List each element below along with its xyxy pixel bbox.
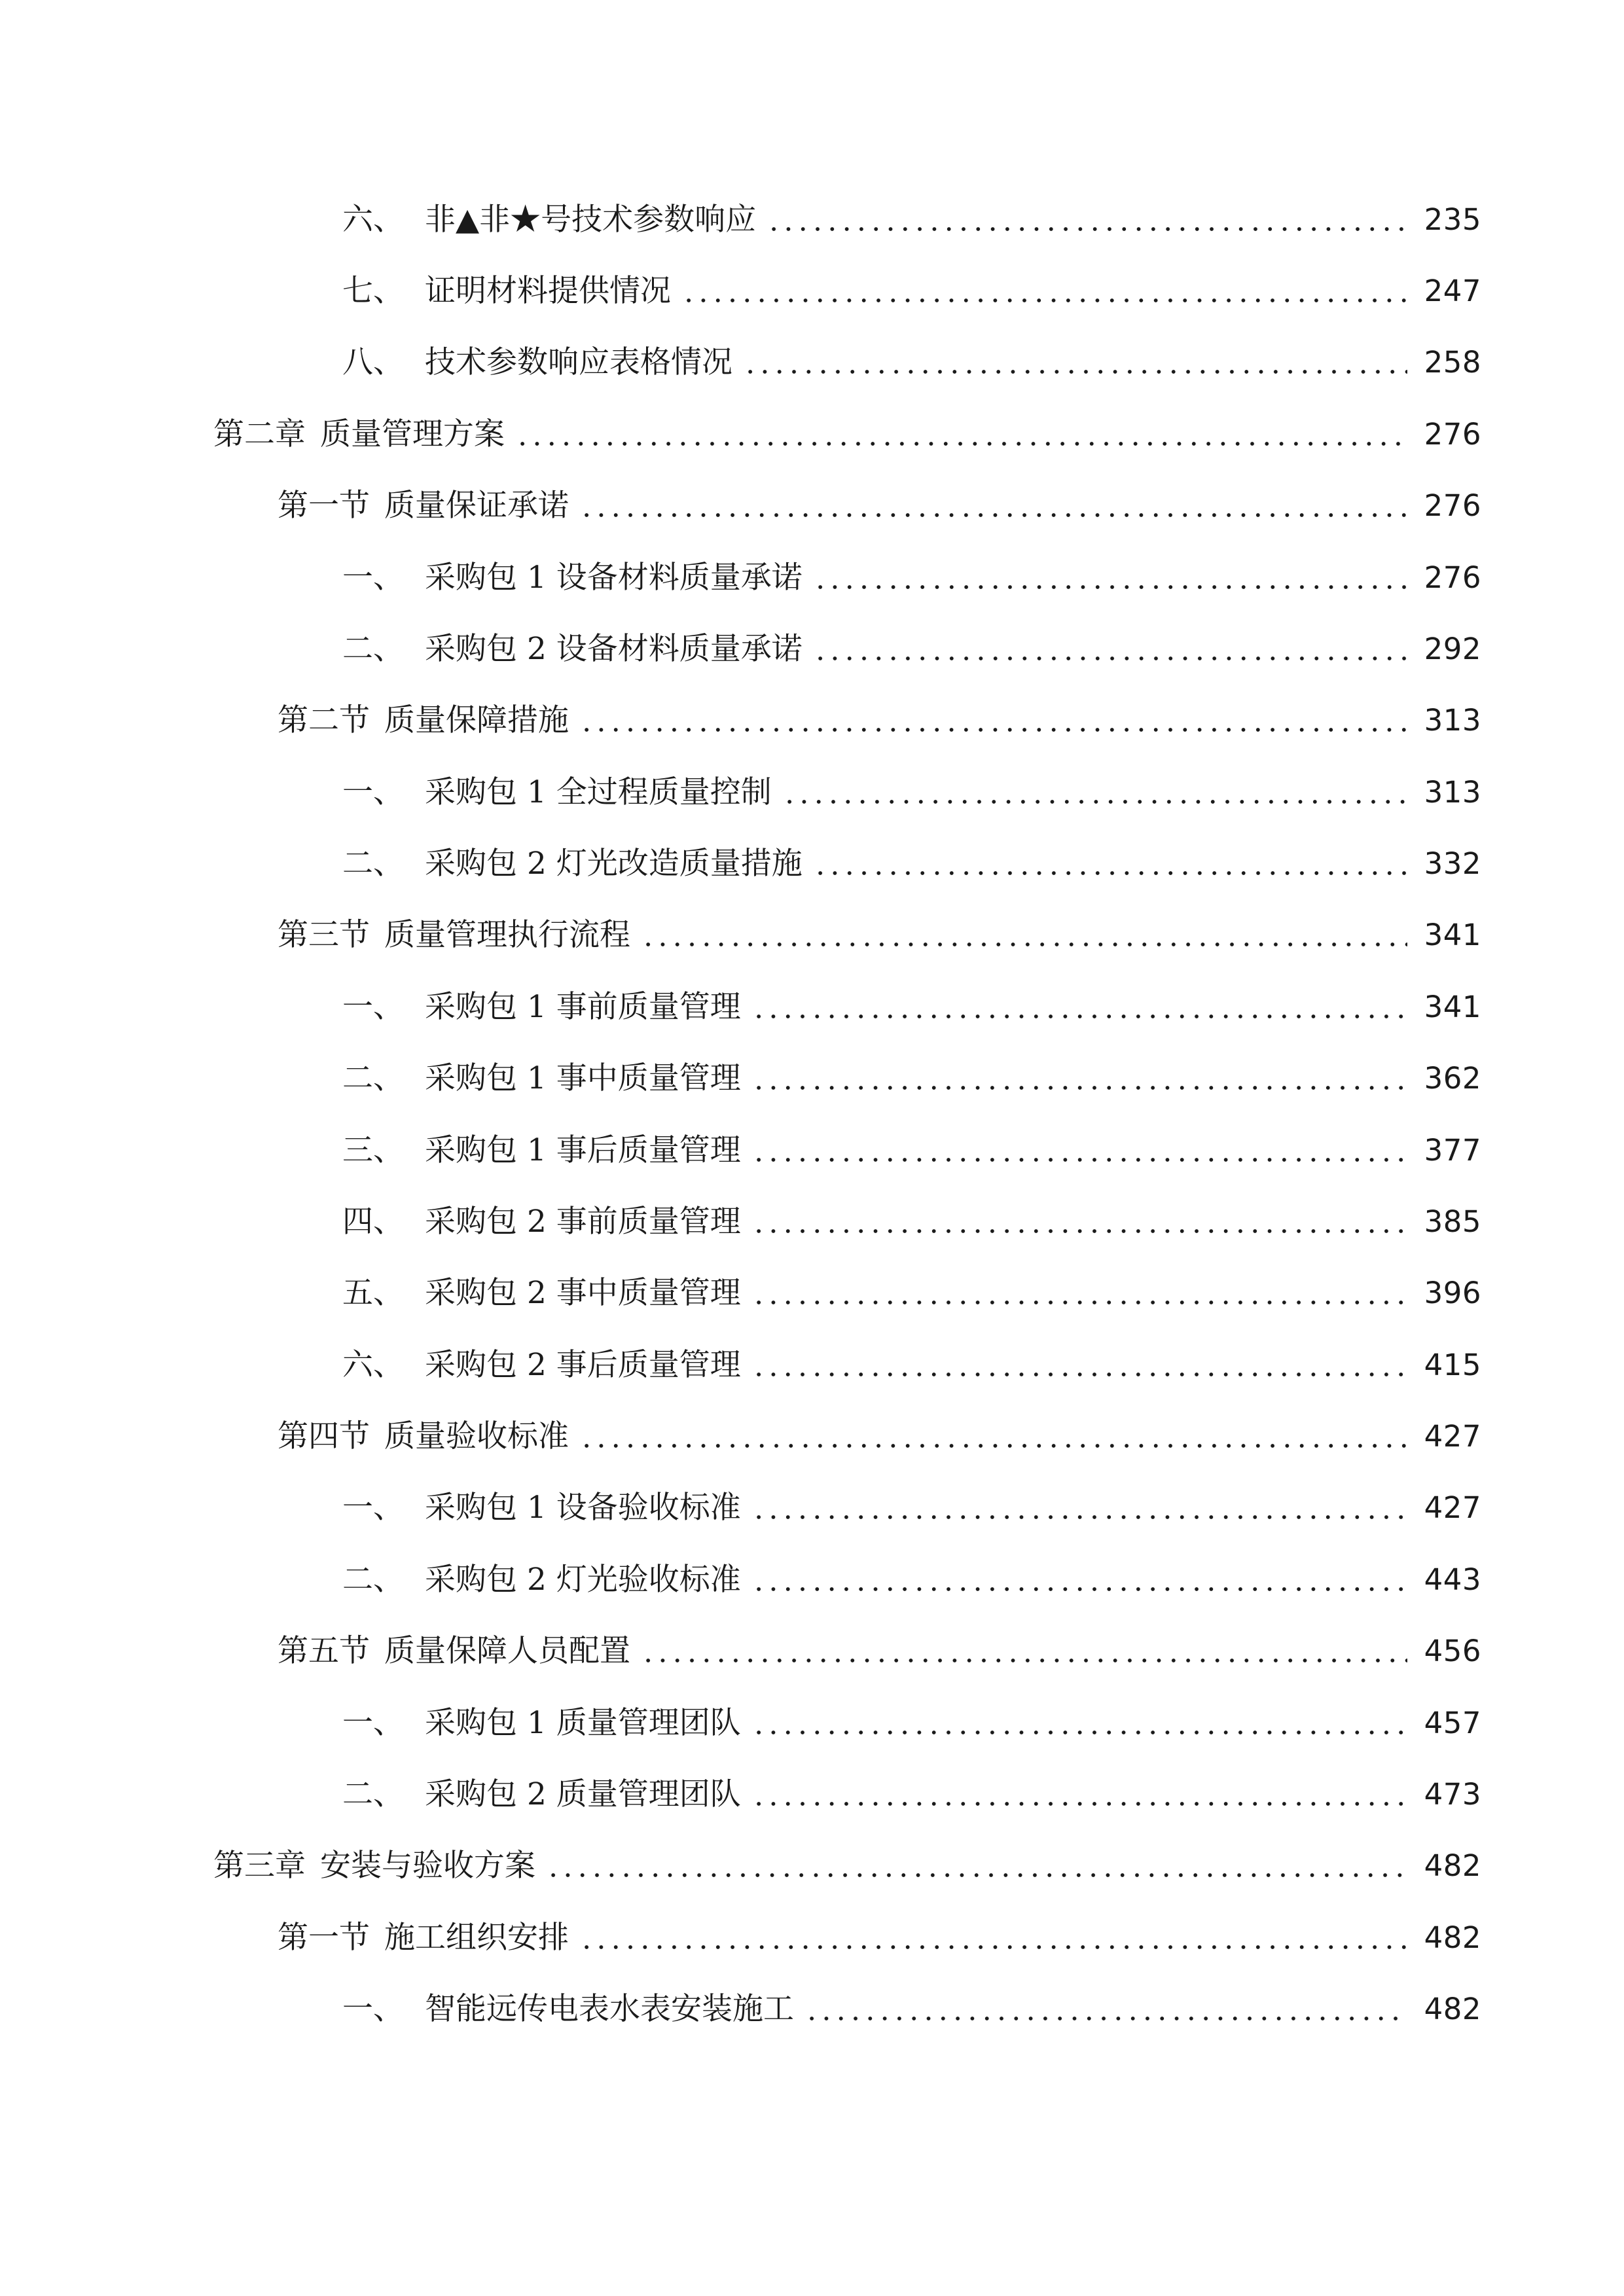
toc-entry-title: 采购包 2 事中质量管理 [425,1275,741,1311]
toc-entry-title: 质量保障措施 [384,702,569,738]
toc-entry-number: 第二章 [213,416,306,452]
dot-leader [751,1209,1407,1235]
toc-entry-page: 332 [1424,846,1481,881]
toc-entry[interactable] [342,1052,1481,1105]
toc-entry[interactable] [342,265,1481,317]
toc-entry[interactable] [342,838,1481,890]
toc-entry-number: 二、 [342,1060,404,1096]
toc-entry-page: 276 [1424,417,1481,452]
toc-entry-title: 质量保障人员配置 [384,1633,630,1669]
dot-leader [751,1352,1407,1378]
dot-leader [751,1567,1407,1593]
toc-entry-number: 一、 [342,1705,404,1741]
toc-entry-title: 质量验收标准 [384,1418,569,1454]
toc-entry-number: 一、 [342,560,404,596]
toc-entry-title: 质量管理执行流程 [384,917,630,953]
toc-entry-title: 采购包 1 设备验收标准 [425,1490,741,1526]
toc-entry-number: 第二节 [278,702,370,738]
toc-entry[interactable] [278,909,1481,961]
dot-leader [751,1066,1407,1092]
dot-leader [751,1280,1407,1306]
toc-entry-title: 采购包 2 设备材料质量承诺 [425,631,803,667]
toc-entry[interactable] [342,1124,1481,1177]
toc-entry[interactable] [342,1482,1481,1534]
dot-leader [767,207,1407,233]
dot-leader [751,1710,1407,1736]
dot-leader [579,493,1407,519]
toc-entry-title: 采购包 2 灯光改造质量措施 [425,846,803,882]
toc-entry-number: 一、 [342,1490,404,1526]
dot-leader [641,922,1407,948]
toc-entry-title: 采购包 1 事后质量管理 [425,1132,741,1168]
dot-leader [751,1495,1407,1521]
toc-entry-title: 采购包 2 事后质量管理 [425,1347,741,1383]
toc-entry-title: 非▲非★号技术参数响应 [425,202,757,238]
toc-entry[interactable] [278,1912,1481,1964]
toc-entry-page: 313 [1424,703,1481,738]
dot-leader [641,1638,1407,1664]
toc-entry-title: 技术参数响应表格情况 [425,344,732,380]
toc-entry-page: 235 [1424,202,1481,237]
toc-entry-number: 七、 [342,273,404,309]
toc-entry[interactable] [342,336,1481,389]
toc-entry[interactable] [213,1840,1481,1892]
toc-entry-title: 采购包 1 全过程质量控制 [425,774,772,810]
toc-entry[interactable] [278,480,1481,532]
toc-entry-number: 三、 [342,1132,404,1168]
toc-entry-page: 427 [1424,1419,1481,1454]
toc-entry-number: 六、 [342,1347,404,1383]
toc-entry-number: 二、 [342,631,404,667]
toc-entry-number: 第五节 [278,1633,370,1669]
toc-entry-number: 六、 [342,202,404,238]
toc-entry-title: 采购包 2 事前质量管理 [425,1204,741,1240]
toc-entry[interactable] [342,766,1481,819]
toc-entry-title: 质量保证承诺 [384,488,569,524]
dot-leader [579,1925,1407,1951]
toc-entry-page: 415 [1424,1348,1481,1382]
toc-entry-page: 258 [1424,345,1481,380]
toc-entry-number: 第三章 [213,1848,306,1884]
toc-entry[interactable] [342,1554,1481,1606]
toc-entry[interactable] [342,1697,1481,1749]
toc-entry-title: 智能远传电表水表安装施工 [425,1991,794,2027]
toc-entry-title: 施工组织安排 [384,1920,569,1956]
toc-entry[interactable] [342,1768,1481,1821]
toc-entry-page: 292 [1424,632,1481,666]
dot-leader [681,278,1407,304]
toc-entry-number: 第一节 [278,1920,370,1956]
toc-entry[interactable] [213,408,1481,461]
dot-leader [546,1853,1407,1879]
toc-entry-page: 456 [1424,1634,1481,1668]
toc-entry-page: 396 [1424,1276,1481,1310]
toc-entry-title: 采购包 1 设备材料质量承诺 [425,560,803,596]
toc-entry-title: 安装与验收方案 [320,1848,535,1884]
dot-leader [579,1424,1407,1450]
toc-entry-title: 采购包 1 质量管理团队 [425,1705,741,1741]
toc-entry-title: 质量管理方案 [320,416,505,452]
toc-entry[interactable] [342,194,1481,246]
toc-entry-number: 第一节 [278,488,370,524]
toc-entry-number: 第三节 [278,917,370,953]
toc-entry-page: 385 [1424,1204,1481,1239]
toc-entry[interactable] [342,1339,1481,1391]
toc-entry-number: 第四节 [278,1418,370,1454]
toc-entry-title: 采购包 1 事前质量管理 [425,989,741,1025]
toc-entry-title: 采购包 1 事中质量管理 [425,1060,741,1096]
dot-leader [751,994,1407,1020]
dot-leader [813,565,1407,591]
toc-entry-page: 482 [1424,1848,1481,1883]
toc-entry-page: 377 [1424,1133,1481,1168]
toc-entry[interactable] [342,623,1481,675]
toc-entry-title: 采购包 2 灯光验收标准 [425,1562,741,1598]
dot-leader [751,1782,1407,1808]
toc-entry[interactable] [342,1983,1481,2036]
dot-leader [782,780,1407,806]
toc-entry-number: 二、 [342,1776,404,1812]
toc-entry-number: 一、 [342,774,404,810]
toc-entry[interactable] [342,1196,1481,1248]
dot-leader [743,350,1407,376]
toc-entry-number: 八、 [342,344,404,380]
toc-entry[interactable] [278,1410,1481,1463]
dot-leader [813,851,1407,877]
dot-leader [813,636,1407,662]
dot-leader [804,1996,1407,2022]
toc-entry-title: 证明材料提供情况 [425,273,671,309]
toc-entry-page: 341 [1424,918,1481,952]
toc-entry[interactable] [278,1625,1481,1677]
toc-entry-number: 二、 [342,1562,404,1598]
toc-entry-page: 473 [1424,1777,1481,1812]
toc-entry-page: 313 [1424,775,1481,810]
toc-entry-number: 一、 [342,989,404,1025]
toc-entry-title: 采购包 2 质量管理团队 [425,1776,741,1812]
toc-entry-page: 482 [1424,1920,1481,1955]
dot-leader [751,1138,1407,1164]
dot-leader [579,708,1407,734]
toc-entry-page: 443 [1424,1562,1481,1597]
toc-entry-page: 427 [1424,1490,1481,1525]
toc-entry-number: 四、 [342,1204,404,1240]
toc-entry-number: 二、 [342,846,404,882]
toc-entry-number: 一、 [342,1991,404,2027]
toc-entry-number: 五、 [342,1275,404,1311]
toc-entry-page: 362 [1424,1061,1481,1096]
toc-entry[interactable] [278,694,1481,747]
dot-leader [515,422,1407,448]
toc-entry[interactable] [342,981,1481,1033]
toc-entry[interactable] [342,1267,1481,1319]
toc-entry[interactable] [342,552,1481,604]
toc-entry-page: 457 [1424,1706,1481,1740]
toc-entry-page: 276 [1424,560,1481,595]
toc-entry-page: 341 [1424,990,1481,1024]
toc-entry-page: 482 [1424,1992,1481,2026]
toc-entry-page: 276 [1424,488,1481,523]
toc-entry-page: 247 [1424,274,1481,308]
